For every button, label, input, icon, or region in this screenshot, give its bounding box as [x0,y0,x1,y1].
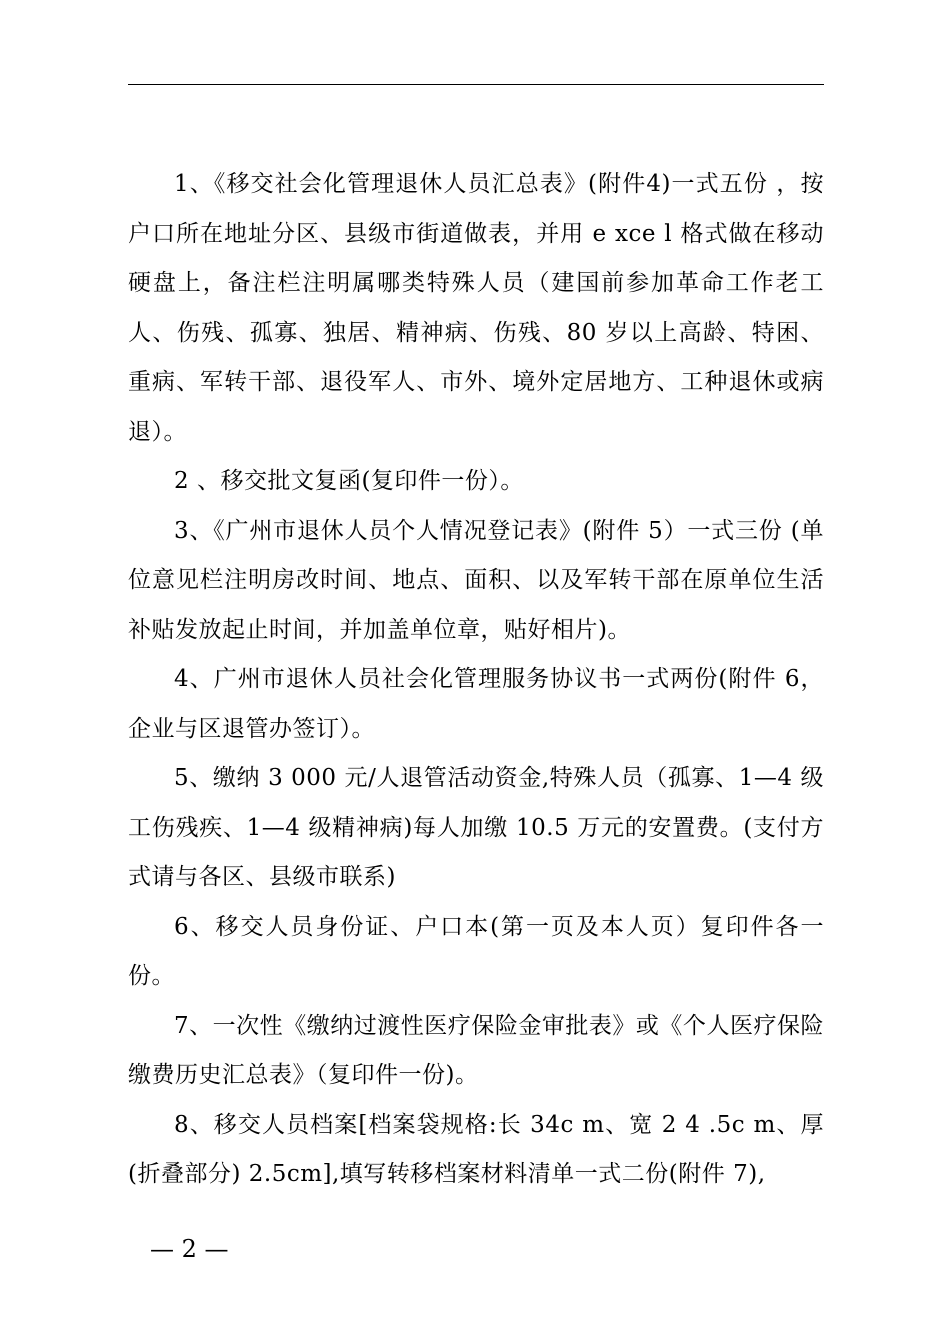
paragraph-item-2: 2 、移交批文复函(复印件一份）。 [174,468,524,494]
paragraph-item-1: 1、《移交社会化管理退休人员汇总表》(附件4)一式五份 ，按户口所在地址分区、县级市街道做表，并用 e xce l 格式做在移动硬盘上，备注栏注明属哪类特殊人员（建国前参加革命工作老工人、伤残、孤寡、独居、精神病、伤残、80 岁以上高龄、特困、重病、军转干部、退役军人、市外、境外定居地方、工种退休或病退）。 [128,171,824,445]
document-body [128,160,824,1200]
paragraph-item-8: 8、移交人员档案[档案袋规格:长 34c m、宽 2 4 .5c m、厚 (折叠部分) 2.5cm],填写转移档案材料清单一式二份(附件 7), [128,1111,824,1187]
paragraph-item-5: 5、缴纳 3 000 元/人退管活动资金,特殊人员（孤寡、1—4 级工伤残疾、1—4 级精神病)每人加缴 10.5 万元的安置费。(支付方式请与各区、县级市联系) [128,765,824,890]
paragraph-item-4: 4、广州市退休人员社会化管理服务协议书一式两份(附件 6，企业与区退管办签订）。 [128,666,824,742]
paragraph-item-7: 7、一次性《缴纳过渡性医疗保险金审批表》或《个人医疗保险缴费历史汇总表》（复印件一份)。 [128,1012,824,1088]
paragraph-item-3: 3、《广州市退休人员个人情况登记表》(附件 5）一式三份 (单位意见栏注明房改时间、地点、面积、以及军转干部在原单位生活补贴发放起止时间，并加盖单位章，贴好相片)。 [128,517,824,643]
paragraph-item-6: 6、移交人员身份证、户口本(第一页及本人页）复印件各一份。 [128,913,824,989]
page-number: — 2 — [150,1235,229,1263]
header-rule [128,84,824,85]
